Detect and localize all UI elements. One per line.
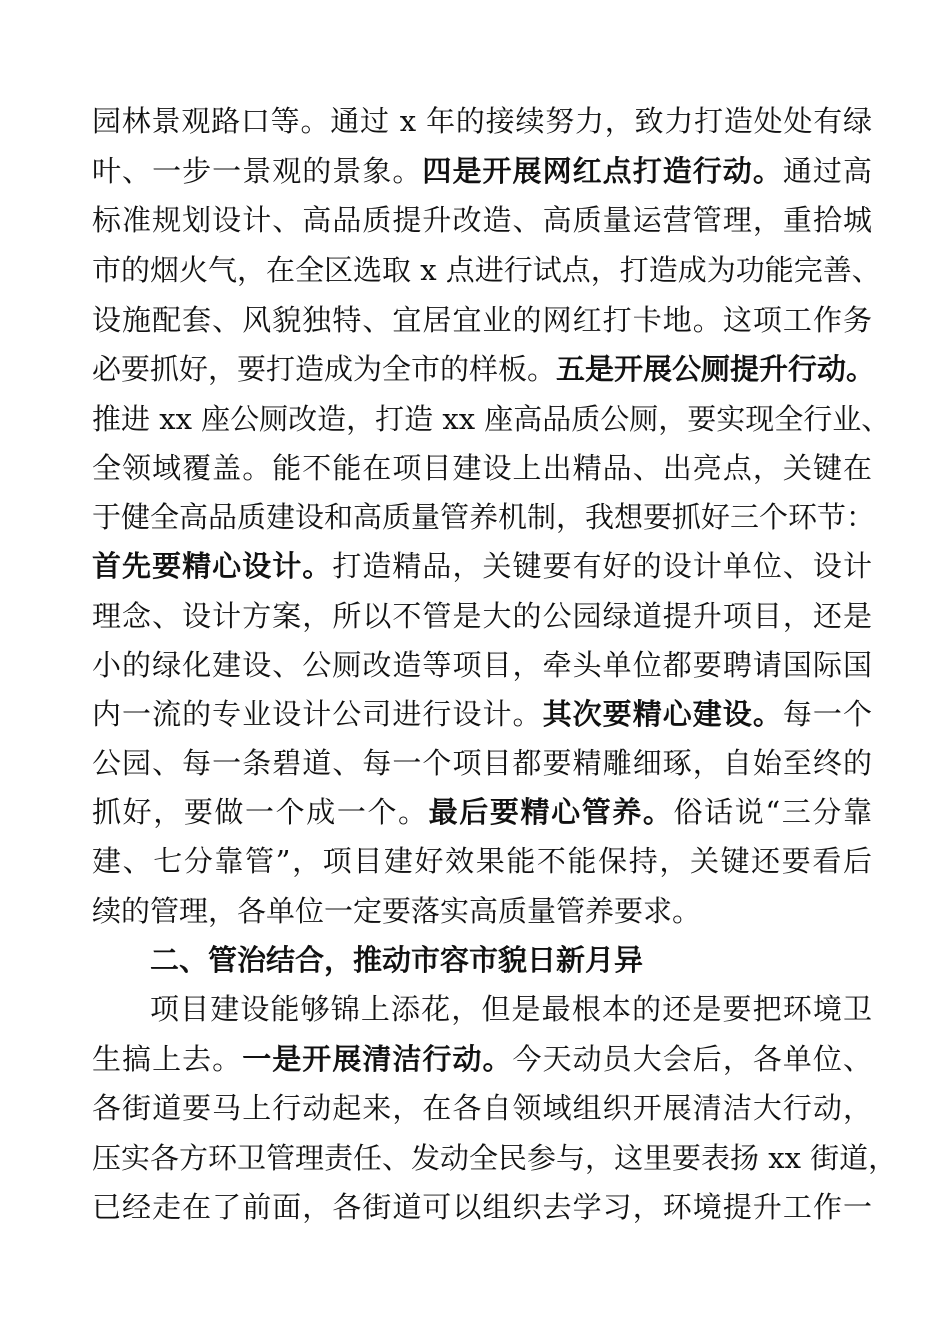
text-line xyxy=(92,443,872,493)
text-line xyxy=(92,344,876,394)
text-segment: 市的烟火气，在全区选取 x 点进行试点，打造成为功能完善、 xyxy=(92,253,881,287)
text-segment: 小的绿化建设、公厕改造等项目，牵头单位都要聘请国际国 xyxy=(92,648,872,682)
text-line xyxy=(92,591,872,641)
text-segment: 园林景观路口等。通过 x 年的接续努力，致力打造处处有绿 xyxy=(92,104,872,138)
text-segment: 续的管理，各单位一定要落实高质量管养要求。 xyxy=(92,894,702,928)
text-line xyxy=(92,836,872,886)
text-line xyxy=(92,195,872,245)
text-segment: 叶、一步一景观的景象。 xyxy=(92,154,423,188)
text-line xyxy=(92,541,872,591)
text-line xyxy=(150,984,872,1034)
text-line xyxy=(92,738,872,788)
text-segment: 全领域覆盖。能不能在项目建设上出精品、出亮点，关键在 xyxy=(92,451,872,485)
bold-phrase: 其次要精心建设。 xyxy=(542,697,783,731)
text-line xyxy=(92,689,872,739)
text-segment: 内一流的专业设计公司进行设计。 xyxy=(92,697,543,731)
text-segment: 每一个 xyxy=(782,697,872,731)
text-segment: 推进 xx 座公厕改造，打造 xx 座高品质公厕，要实现全行业、 xyxy=(92,402,891,436)
bold-phrase: 首先要精心设计。 xyxy=(92,549,333,583)
text-line xyxy=(92,1182,872,1232)
text-segment: 俗话说“三分靠 xyxy=(673,795,872,829)
text-line xyxy=(92,640,872,690)
text-segment: 压实各方环卫管理责任、发动全民参与，这里要表扬 xx 街道， xyxy=(92,1141,898,1175)
text-line xyxy=(92,1083,872,1133)
text-segment: 打造精品，关键要有好的设计单位、设计 xyxy=(332,549,872,583)
text-segment: 建、七分靠管”，项目建好效果能不能保持，关键还要看后 xyxy=(92,844,872,878)
text-segment: 生搞上去。 xyxy=(92,1042,243,1076)
bold-phrase: 二、管治结合，推动市容市貌日新月异 xyxy=(150,943,644,977)
text-line xyxy=(92,492,876,542)
text-line xyxy=(92,295,872,345)
bold-phrase: 五是开展公厕提升行动。 xyxy=(556,352,876,386)
text-line xyxy=(92,394,891,444)
text-segment: 已经走在了前面，各街道可以组织去学习，环境提升工作一 xyxy=(92,1190,872,1224)
bold-phrase: 四是开展网红点打造行动。 xyxy=(422,154,783,188)
text-segment: 项目建设能够锦上添花，但是最根本的还是要把环境卫 xyxy=(150,992,872,1026)
text-segment: 各街道要马上行动起来，在各自领域组织开展清洁大行动， xyxy=(92,1091,872,1125)
text-line xyxy=(92,96,872,146)
text-line xyxy=(92,787,872,837)
text-line xyxy=(92,245,881,295)
text-line xyxy=(92,1133,898,1183)
text-segment: 今天动员大会后，各单位、 xyxy=(512,1042,872,1076)
text-segment: 通过高 xyxy=(782,154,872,188)
text-segment: 抓好，要做一个成一个。 xyxy=(92,795,429,829)
bold-phrase: 一是开展清洁行动。 xyxy=(242,1042,513,1076)
text-line xyxy=(92,146,872,196)
text-segment: 理念、设计方案，所以不管是大的公园绿道提升项目，还是 xyxy=(92,599,872,633)
text-line xyxy=(92,886,872,936)
text-segment: 必要抓好，要打造成为全市的样板。 xyxy=(92,352,557,386)
text-segment: 设施配套、风貌独特、宜居宜业的网红打卡地。这项工作务 xyxy=(92,303,872,337)
text-segment: 于健全高品质建设和高质量管养机制，我想要抓好三个环节： xyxy=(92,500,876,534)
text-line xyxy=(92,1034,872,1084)
bold-phrase: 最后要精心管养。 xyxy=(428,795,674,829)
text-segment: 公园、每一条碧道、每一个项目都要精雕细琢，自始至终的 xyxy=(92,746,872,780)
section-heading xyxy=(150,935,930,985)
text-segment: 标准规划设计、高品质提升改造、高质量运营管理，重拾城 xyxy=(92,203,872,237)
